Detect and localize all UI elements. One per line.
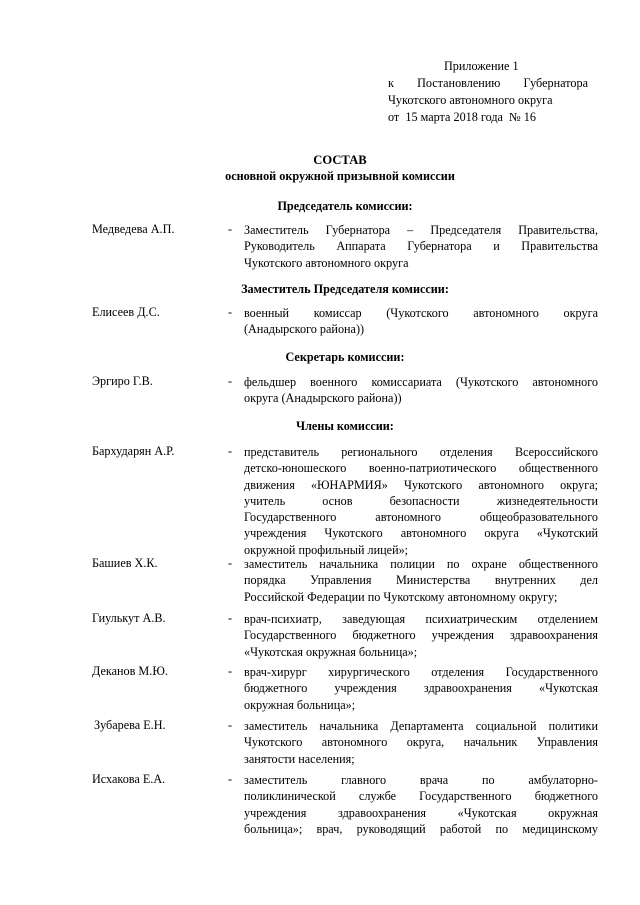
position-line: учреждения здравоохранения «Чукотская окружная [244,805,598,820]
position-line: округа (Анадырского района)) [244,391,402,406]
position-line: заместитель главного врача по амбулаторно- [244,773,598,787]
position-line: Государственного автономного общеобразовательного [244,510,598,525]
appendix-number: Приложение 1 [444,59,519,73]
appendix-governor: Губернатора [523,76,588,90]
appendix-date: от 15 марта 2018 года № 16 [388,110,536,124]
appendix-resolution: Постановлению [417,76,501,90]
position-line: движения «ЮНАРМИЯ» Чукотского автономного округа; [244,477,598,492]
position-line: Государственного бюджетного учреждения здравоохранения [244,628,598,643]
position-line: врач-хирург хирургического отделения Государственного [244,665,598,679]
document-title: СОСТАВ [313,153,367,167]
member-position [244,444,598,558]
document-subtitle: основной окружной призывной комиссии [225,169,455,183]
position-line: учитель основ безопасности жизнедеятельности [244,493,598,508]
position-line: больница»; врач, руководящий работой по медицинскому [244,821,598,836]
member-name: Зубарева Е.Н. [94,718,166,732]
member-name: Эргиро Г.В. [92,374,153,388]
member-name: Башиев Х.К. [92,556,158,570]
section-heading-secretary: Секретарь комиссии: [285,350,405,364]
section-heading-members: Члены комиссии: [296,419,394,433]
appendix-k: к [388,76,394,90]
appendix-resolution-line [388,75,588,92]
member-name: Гиулькут А.В. [92,611,166,625]
dash: - [228,556,233,570]
position-line: военный комиссар (Чукотского автономного округа [244,306,598,320]
position-line: учреждения Чукотского автономного округа «Чукотский [244,526,598,541]
position-line: (Анадырского района)) [244,322,365,337]
position-line: Руководитель Аппарата Губернатора и Правительства [244,239,598,254]
dash: - [228,772,233,786]
member-name: Медведева А.П. [92,222,175,236]
dash: - [228,718,233,732]
position-line: Российской Федерации по Чукотскому автономному округу; [244,589,558,604]
position-line: заместитель начальника Департамента социальной политики [244,719,598,733]
dash: - [228,222,233,236]
dash: - [228,444,233,458]
position-line: фельдшер военного комиссариата (Чукотского автономного [244,375,598,389]
appendix-header [388,58,588,126]
dash: - [228,374,233,388]
member-position [244,718,598,767]
dash: - [228,611,233,625]
member-position [244,305,598,338]
dash: - [228,305,233,319]
position-line: порядка Управления Министерства внутренних дел [244,573,598,588]
position-line: бюджетного учреждения здравоохранения «Чукотская [244,681,598,696]
section-heading-chair: Председатель комиссии: [277,199,413,213]
member-position [244,611,598,660]
appendix-region: Чукотского автономного округа [388,93,553,107]
section-heading-deputy: Заместитель Председателя комиссии: [241,282,449,296]
position-line: окружная больница»; [244,697,356,712]
position-line: детско-юношеского военно-патриотического общественного [244,461,598,476]
member-position [244,374,598,407]
member-position [244,664,598,713]
position-line: заместитель начальника полиции по охране общественного [244,557,598,571]
dash: - [228,664,233,678]
position-line: представитель регионального отделения Всероссийского [244,445,598,459]
position-line: «Чукотская окружная больница»; [244,644,418,659]
member-name: Исхакова Е.А. [92,772,166,786]
position-line: Чукотского автономного округа, начальник Управления [244,735,598,750]
position-line: поликлинической службе Государственного бюджетного [244,789,598,804]
position-line: занятости населения; [244,751,355,766]
member-name: Деканов М.Ю. [92,664,168,678]
member-position [244,772,598,837]
member-name: Бархударян А.Р. [92,444,175,458]
member-name: Елисеев Д.С. [92,305,160,319]
position-line: врач-психиатр, заведующая психиатрическим отделением [244,612,598,626]
position-line: окружной профильный лицей»; [244,542,409,557]
member-position [244,556,598,605]
position-line: Заместитель Губернатора – Председателя Правительства, [244,223,598,237]
member-position [244,222,598,271]
position-line: Чукотского автономного округа [244,255,409,270]
